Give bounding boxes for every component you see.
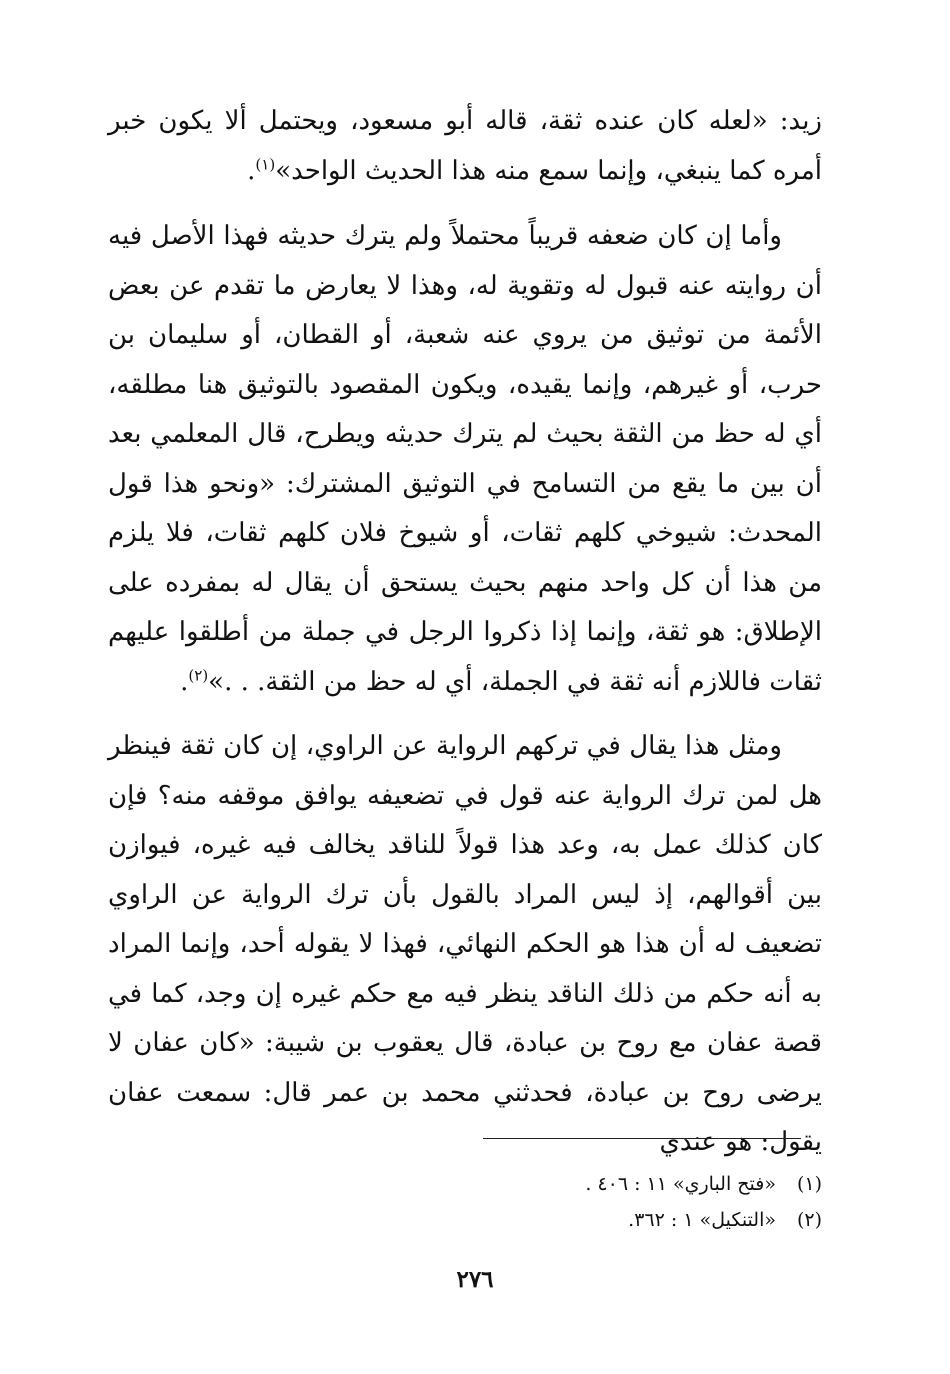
- paragraph-1: [108, 97, 822, 196]
- paragraph-1-text: زيد: «لعله كان عنده ثقة، قاله أبو مسعود، ويحتمل ألا يكون خبر أمره كما ينبغي، وإنما سمع منه هذا الحديث الواحد»: [108, 106, 822, 186]
- footnote-2: [322, 1202, 822, 1238]
- footnote-1-text: «فتح الباري» ١١ : ٤٠٦ .: [585, 1173, 776, 1195]
- paragraph-2: [108, 212, 822, 707]
- footnote-divider: [483, 1138, 801, 1139]
- paragraph-2-tail: .: [180, 666, 189, 697]
- footnotes: [322, 1166, 822, 1238]
- footnote-1-number: (١): [796, 1173, 822, 1195]
- footnote-1: [322, 1166, 822, 1202]
- footnote-ref-2: (٢): [188, 665, 209, 684]
- page-number: ٢٧٦: [456, 1266, 494, 1293]
- footnote-ref-1: (١): [255, 154, 276, 173]
- footnote-2-text: «التنكيل» ١ : ٣٦٢.: [628, 1209, 776, 1231]
- footnote-2-number: (٢): [796, 1209, 822, 1231]
- paragraph-1-tail: .: [247, 155, 256, 186]
- paragraph-3: [108, 722, 822, 1168]
- paragraph-2-text: وأما إن كان ضعفه قريباً محتملاً ولم يترك حديثه فهذا الأصل فيه أن روايته عنه قبول له وتقوية له، وهذا لا يعارض ما تقدم عن بعض الأئمة من توثيق من يروي عنه شعبة، أو القطان، أو سليمان بن حرب، أو غيرهم، وإنما يقيده، ويكون المقصود بالتوثيق هنا مطلقه، أي له حظ من الثقة بحيث لم يترك حديثه ويطرح، قال المعلمي بعد أن بين ما يقع من التسامح في التوثيق المشترك: «ونحو هذا قول المحدث: شيوخي كلهم ثقات، أو شيوخ فلان كلهم ثقات، فلا يلزم من هذا أن كل واحد منهم بحيث يستحق أن يقال له بمفرده على الإطلاق: هو ثقة، وإنما إذا ذكروا الرجل في جملة من أطلقوا عليهم ثقات فاللازم أنه ثقة في الجملة، أي له حظ من الثقة. . .»: [108, 221, 822, 697]
- paragraph-3-text: ومثل هذا يقال في تركهم الرواية عن الراوي، إن كان ثقة فينظر هل لمن ترك الرواية عنه قول في تضعيفه يوافق موقفه منه؟ فإن كان كذلك عمل به، وعد هذا قولاً للناقد يخالف فيه غيره، فيوازن بين أقوالهم، إذ ليس المراد بالقول بأن ترك الرواية عن الراوي تضعيف له أن هذا هو الحكم النهائي، فهذا لا يقوله أحد، وإنما المراد به أنه حكم من ذلك الناقد ينظر فيه مع حكم غيره إن وجد، كما في قصة عفان مع روح بن عبادة، قال يعقوب بن شيبة: «كان عفان لا يرضى روح بن عبادة، فحدثني محمد بن عمر قال: سمعت عفان يقول: هو عندي: [108, 731, 822, 1157]
